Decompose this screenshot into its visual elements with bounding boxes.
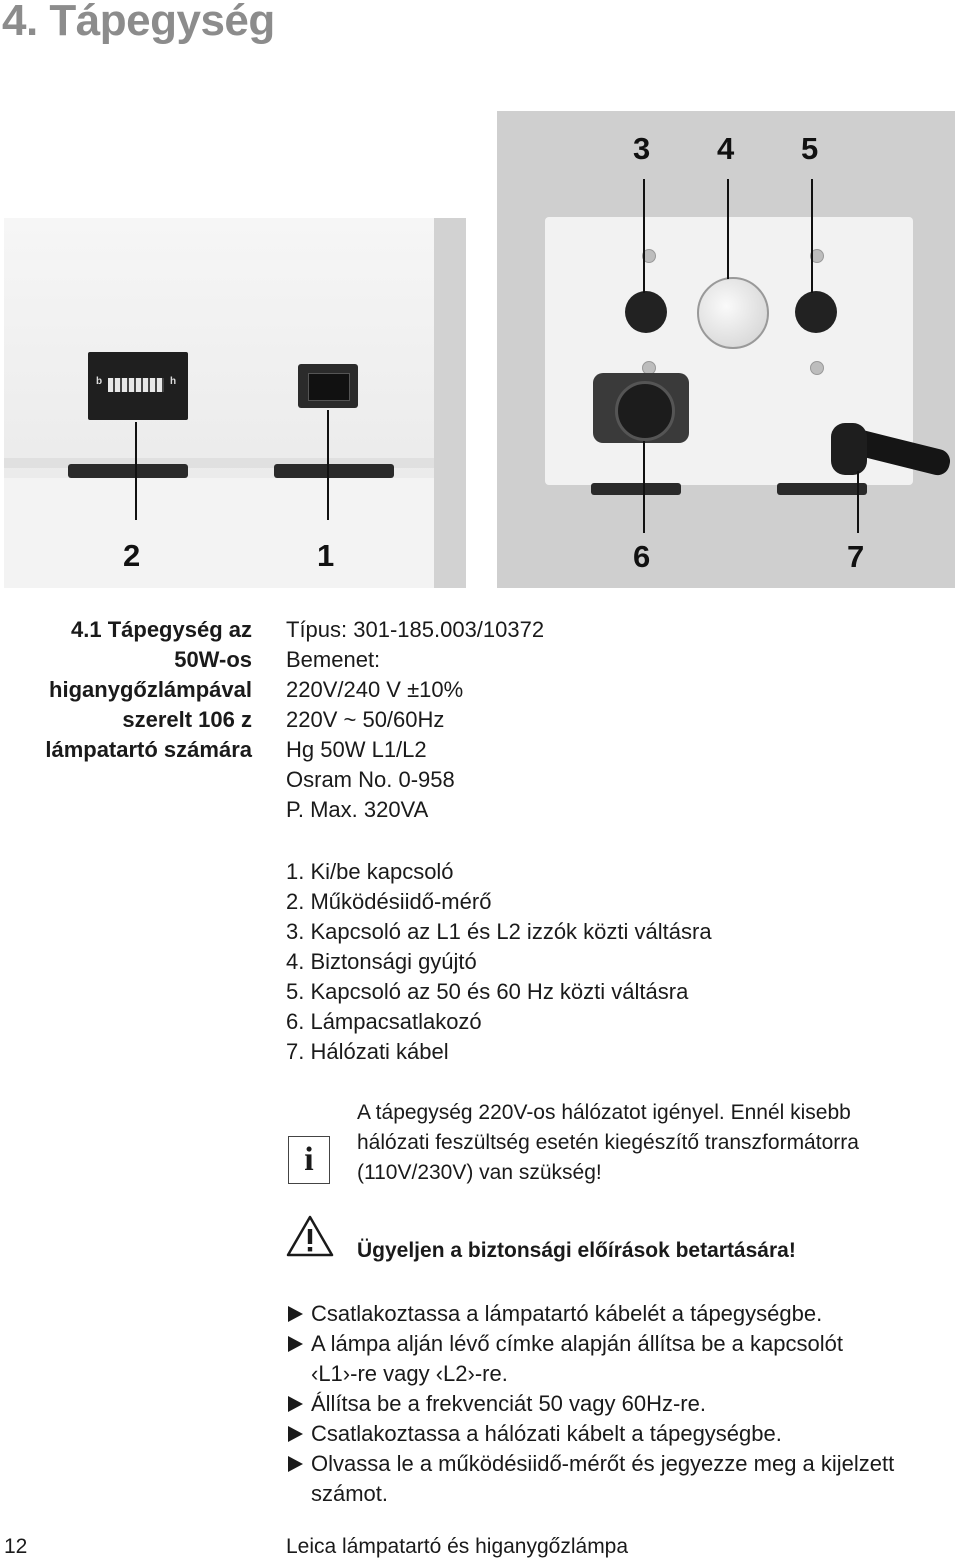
section-heading-line: szerelt 106 z xyxy=(122,707,252,732)
legend-item: 2. Működésiidő-mérő xyxy=(286,889,492,914)
arrow-bullet-icon xyxy=(288,1456,303,1472)
spec-line: 220V ~ 50/60Hz xyxy=(286,707,445,732)
step-text: Csatlakoztassa a lámpatartó kábelét a tápegységbe. xyxy=(311,1301,823,1326)
lamp-selector-switch xyxy=(625,291,667,333)
back-foot-left xyxy=(591,483,681,495)
step-text: Olvassa le a működésiidő-mérőt és jegyezze meg a kijelzett xyxy=(311,1451,895,1476)
page-number: 12 xyxy=(4,1535,28,1558)
legend-item: 3. Kapcsoló az L1 és L2 izzók közti váltásra xyxy=(286,919,712,944)
spec-line: Típus: 301-185.003/10372 xyxy=(286,617,545,642)
photo-power-supply-front xyxy=(4,218,466,588)
warning-icon xyxy=(286,1214,334,1258)
screw xyxy=(810,361,824,375)
step-text: Állítsa be a frekvenciát 50 vagy 60Hz-re. xyxy=(311,1391,706,1416)
back-foot-right xyxy=(777,483,867,495)
spec-line: Hg 50W L1/L2 xyxy=(286,737,427,762)
info-icon-glyph: i xyxy=(304,1141,314,1178)
cable-grommet xyxy=(831,423,867,475)
hour-meter-digits xyxy=(108,378,164,392)
legend-item: 4. Biztonsági gyújtó xyxy=(286,949,477,974)
lamp-socket xyxy=(593,373,689,443)
power-switch xyxy=(298,364,358,408)
legend-item: 7. Hálózati kábel xyxy=(286,1039,449,1064)
hour-meter xyxy=(88,352,188,420)
hour-meter-b-label: b xyxy=(96,376,103,387)
callout-2: 2 xyxy=(123,538,141,573)
footer-title: Leica lámpatartó és higanygőzlámpa xyxy=(286,1535,629,1558)
spec-line: Osram No. 0-958 xyxy=(286,767,455,792)
step-item xyxy=(286,1299,894,1329)
step-item xyxy=(286,1329,894,1389)
callout-line-7 xyxy=(857,471,859,533)
frequency-selector-switch xyxy=(795,291,837,333)
section-heading xyxy=(0,615,252,765)
step-text: ‹L1›-re vagy ‹L2›-re. xyxy=(311,1361,508,1386)
arrow-bullet-icon xyxy=(288,1306,303,1322)
step-item xyxy=(286,1449,894,1509)
step-text: számot. xyxy=(311,1481,389,1506)
arrow-bullet-icon xyxy=(288,1336,303,1352)
foot-left xyxy=(68,464,188,478)
callout-3: 3 xyxy=(633,131,651,166)
spec-line: Bemenet: xyxy=(286,647,381,672)
arrow-bullet-icon xyxy=(288,1426,303,1442)
info-icon xyxy=(288,1136,330,1184)
arrow-bullet-icon xyxy=(288,1396,303,1412)
chapter-title: 4. Tápegység xyxy=(2,0,275,45)
legend-item: 6. Lámpacsatlakozó xyxy=(286,1009,482,1034)
legend-item: 5. Kapcsoló az 50 és 60 Hz közti váltásra xyxy=(286,979,689,1004)
callout-7: 7 xyxy=(847,539,865,574)
power-supply-housing-top xyxy=(4,218,434,478)
legend-item: 1. Ki/be kapcsoló xyxy=(286,859,454,884)
step-item xyxy=(286,1419,894,1449)
info-note-line: (110V/230V) van szükség! xyxy=(357,1161,602,1184)
safety-fuse xyxy=(697,277,769,349)
step-text: Csatlakoztassa a hálózati kábelt a tápegységbe. xyxy=(311,1421,782,1446)
step-item xyxy=(286,1389,894,1419)
info-note xyxy=(357,1098,859,1188)
instruction-steps xyxy=(286,1299,894,1509)
callout-line-2 xyxy=(135,422,137,520)
legend-list xyxy=(286,857,712,1067)
spec-line: P. Max. 320VA xyxy=(286,797,429,822)
foot-right xyxy=(274,464,394,478)
section-heading-line: lámpatartó számára xyxy=(45,737,252,762)
callout-5: 5 xyxy=(801,131,819,166)
callout-line-1 xyxy=(327,410,329,520)
spec-line: 220V/240 V ±10% xyxy=(286,677,464,702)
photo-power-supply-back xyxy=(497,111,955,588)
callout-1: 1 xyxy=(317,538,335,573)
section-heading-line: 4.1 Tápegység az xyxy=(71,617,252,642)
callout-line-5 xyxy=(811,179,813,293)
callout-4: 4 xyxy=(717,131,735,166)
hour-meter-h-label: h xyxy=(170,376,177,387)
spec-list xyxy=(286,615,544,825)
callout-line-4 xyxy=(727,179,729,279)
section-heading-line: higanygőzlámpával xyxy=(49,677,252,702)
info-note-line: A tápegység 220V-os hálózatot igényel. Ennél kisebb xyxy=(357,1101,851,1124)
callout-line-3 xyxy=(643,179,645,293)
step-text: A lámpa alján lévő címke alapján állítsa be a kapcsolót xyxy=(311,1331,843,1356)
warning-text: Ügyeljen a biztonsági előírások betartására! xyxy=(357,1239,796,1262)
callout-6: 6 xyxy=(633,539,651,574)
section-heading-line: 50W-os xyxy=(174,647,252,672)
callout-line-6 xyxy=(643,441,645,533)
info-note-line: hálózati feszültség esetén kiegészítő transzformátorra xyxy=(357,1131,859,1154)
power-switch-rocker xyxy=(308,373,350,401)
lamp-socket-center xyxy=(615,381,675,441)
